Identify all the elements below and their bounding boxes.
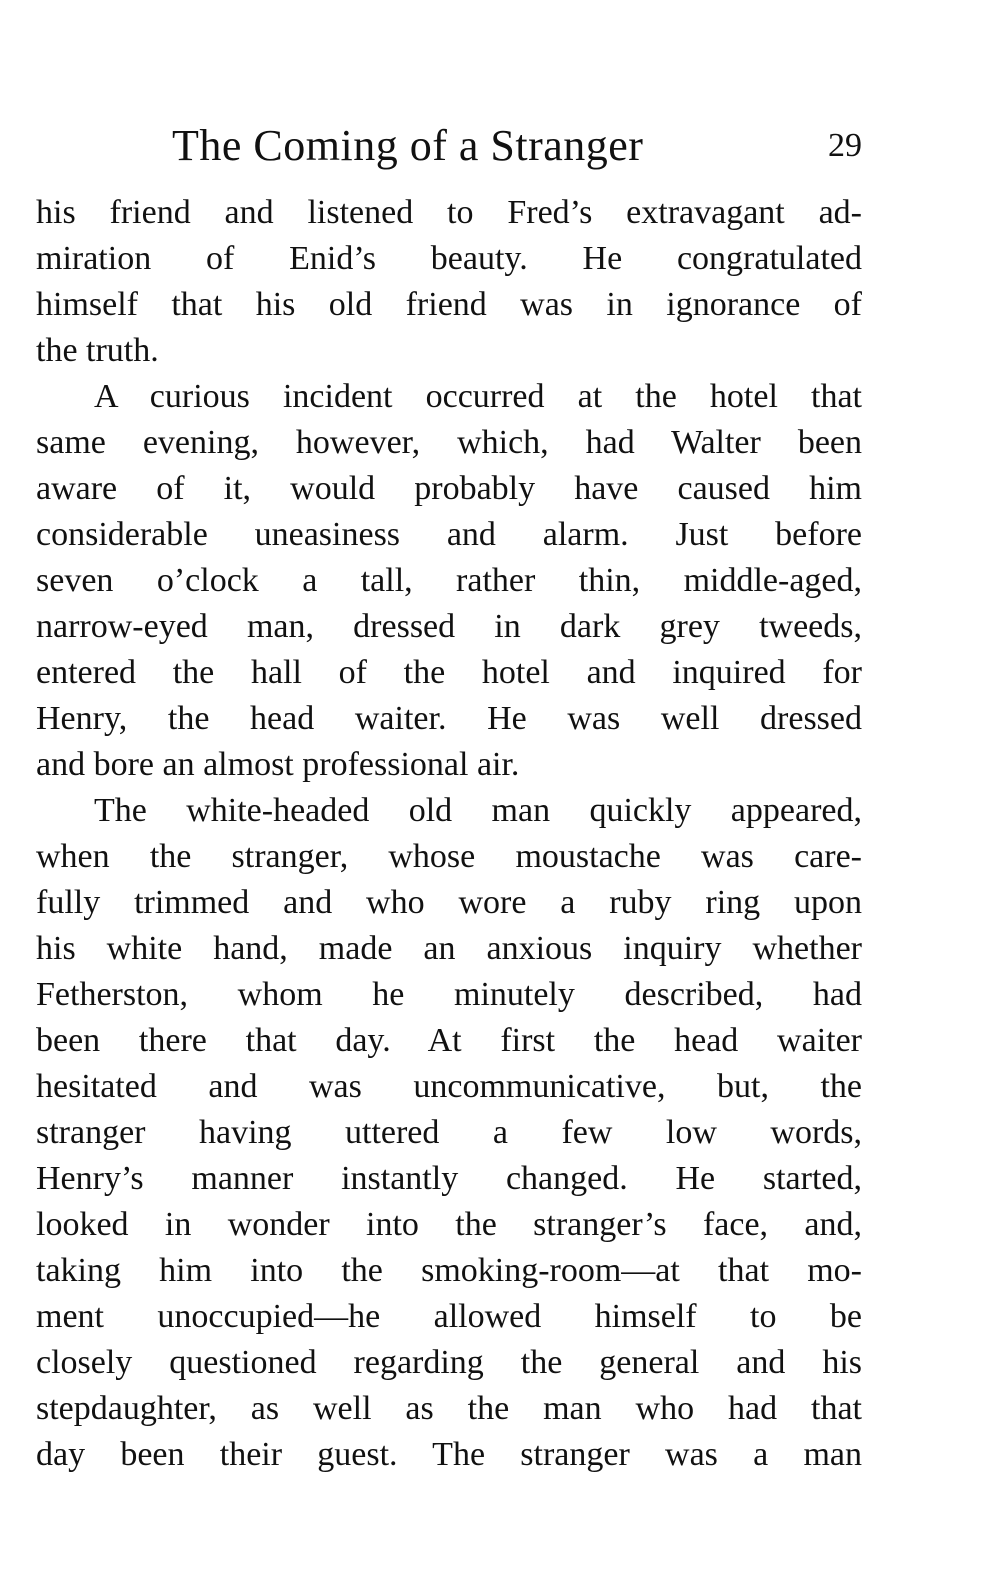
text-line: been there that day. At first the head waiter [36, 1022, 862, 1059]
text-line: his white hand, made an anxious inquiry whether [36, 930, 862, 967]
text-line: considerable uneasiness and alarm. Just before [36, 516, 862, 553]
text-line: miration of Enid’s beauty. He congratulated [36, 240, 862, 277]
text-line: seven o’clock a tall, rather thin, middle-aged, [36, 562, 862, 599]
text-line: day been their guest. The stranger was a man [36, 1436, 862, 1473]
text-line: Fetherston, whom he minutely described, had [36, 976, 862, 1013]
running-head [36, 118, 862, 174]
text-line: narrow-eyed man, dressed in dark grey tweeds, [36, 608, 862, 645]
running-head-title: The Coming of a Stranger [172, 121, 644, 170]
text-line: entered the hall of the hotel and inquired for [36, 654, 862, 691]
text-line: and bore an almost professional air. [36, 746, 520, 783]
text-line: aware of it, would probably have caused him [36, 470, 862, 507]
text-line: same evening, however, which, had Walter been [36, 424, 862, 461]
paragraph [36, 190, 862, 374]
text-line: The white-headed old man quickly appeared, [94, 792, 862, 829]
text-line: the truth. [36, 332, 159, 369]
text-line: taking him into the smoking-room—at that mo- [36, 1252, 862, 1289]
text-line: stepdaughter, as well as the man who had that [36, 1390, 862, 1427]
text-line: stranger having uttered a few low words, [36, 1114, 862, 1151]
text-line: himself that his old friend was in ignorance of [36, 286, 862, 323]
text-line: Henry’s manner instantly changed. He started, [36, 1160, 862, 1197]
text-line: fully trimmed and who wore a ruby ring upon [36, 884, 862, 921]
body-text [36, 190, 862, 1478]
text-line: closely questioned regarding the general and his [36, 1344, 862, 1381]
text-line: ment unoccupied—he allowed himself to be [36, 1298, 862, 1335]
text-line: Henry, the head waiter. He was well dressed [36, 700, 862, 737]
text-line: looked in wonder into the stranger’s face, and, [36, 1206, 862, 1243]
paragraph [36, 374, 862, 788]
page-number: 29 [828, 127, 862, 164]
text-line: A curious incident occurred at the hotel that [94, 378, 862, 415]
text-line: when the stranger, whose moustache was care- [36, 838, 862, 875]
text-line: hesitated and was uncommunicative, but, the [36, 1068, 862, 1105]
paragraph [36, 788, 862, 1478]
text-line: his friend and listened to Fred’s extravagant ad- [36, 194, 862, 231]
